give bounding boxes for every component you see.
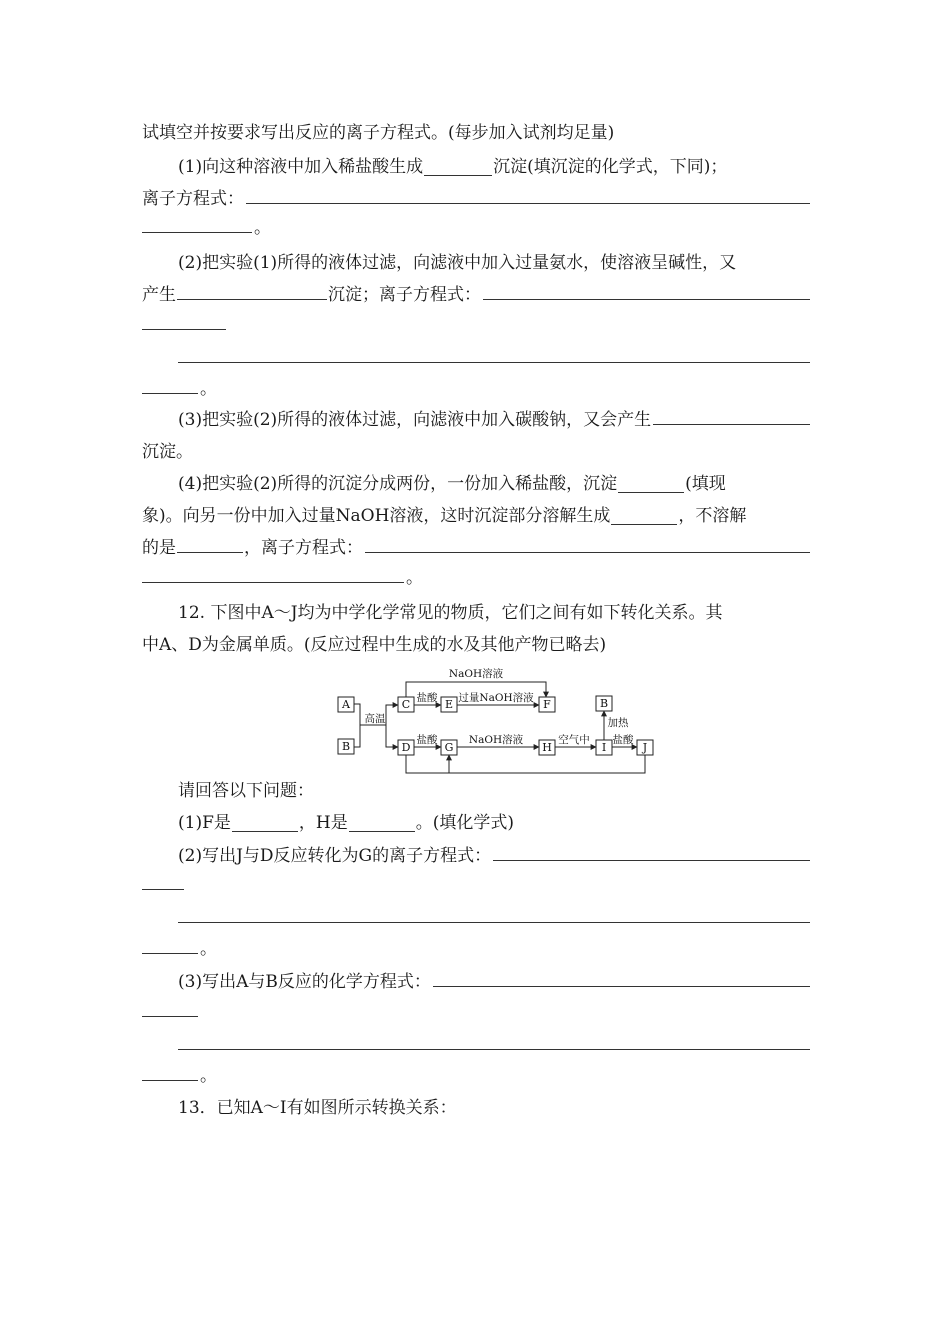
node-d: D — [401, 741, 411, 754]
equation-line — [142, 183, 810, 215]
equation-line — [142, 279, 810, 311]
reaction-diagram — [330, 660, 660, 780]
text-fragment: 离子方程式： — [142, 189, 244, 209]
text-fragment: (4)把实验(2)所得的沉淀分成两份，一份加入稀盐酸，沉淀 — [178, 474, 618, 494]
answer-blank[interactable] — [618, 472, 684, 493]
answer-blank[interactable] — [365, 532, 810, 553]
text-fragment: 象)。向另一份中加入过量NaOH溶液，这时沉淀部分溶解生成 — [142, 506, 611, 526]
text-fragment: (3)写出A与B反应的化学方程式： — [178, 972, 431, 992]
answer-blank[interactable] — [177, 279, 327, 300]
label-naoh-top: NaOH溶液 — [448, 668, 504, 680]
equation-line — [142, 532, 810, 564]
answer-blank[interactable] — [142, 393, 198, 394]
answer-blank[interactable] — [349, 811, 415, 832]
node-c: C — [401, 698, 411, 711]
text-line — [142, 500, 810, 532]
sub-question-3 — [142, 966, 810, 998]
period: 。 — [200, 1066, 217, 1086]
answer-blank[interactable] — [178, 922, 810, 923]
label-heat: 加热 — [607, 717, 629, 729]
answer-blank[interactable] — [611, 504, 677, 525]
node-h: H — [542, 741, 552, 754]
answer-blank[interactable] — [178, 362, 810, 363]
label-hcl-ce: 盐酸 — [416, 692, 438, 704]
node-i: I — [601, 741, 607, 754]
text-fragment: 沉淀(填沉淀的化学式，下同)； — [493, 157, 728, 177]
period: 。 — [200, 379, 217, 399]
label-hcl-ij: 盐酸 — [612, 734, 634, 746]
question-4 — [142, 468, 810, 500]
answer-blank[interactable] — [178, 1049, 810, 1050]
text-line: 中A、D为金属单质。(反应过程中生成的水及其他产物已略去) — [142, 635, 607, 655]
label-air: 空气中 — [558, 734, 590, 746]
text-fragment: ，离子方程式： — [244, 538, 363, 558]
question-1 — [142, 151, 810, 183]
answer-blank[interactable] — [424, 155, 492, 176]
arrow-to-d — [386, 725, 398, 747]
text-fragment: (1)向这种溶液中加入稀盐酸生成 — [178, 157, 424, 177]
question-2: (2)把实验(1)所得的液体过滤，向滤液中加入过量氨水，使溶液呈碱性，又 — [178, 253, 737, 273]
sub-question-2 — [142, 840, 810, 872]
node-g: G — [444, 741, 454, 754]
answer-blank[interactable] — [232, 811, 298, 832]
node-a: A — [342, 698, 350, 711]
answer-blank[interactable] — [246, 183, 810, 204]
text-fragment: 沉淀；离子方程式： — [328, 285, 481, 305]
answer-blank[interactable] — [483, 279, 810, 300]
text-fragment: (填现 — [685, 474, 726, 494]
feedback-loop — [406, 755, 645, 773]
text-fragment: (1)F是 — [178, 813, 231, 833]
text-fragment: ，不溶解 — [678, 506, 747, 526]
label-high-temp: 高温 — [364, 713, 386, 725]
text-line: 沉淀。 — [142, 442, 193, 462]
text-line: 试填空并按要求写出反应的离子方程式。(每步加入试剂均足量) — [142, 123, 615, 143]
answer-blank[interactable] — [142, 953, 198, 954]
text-line: 请回答以下问题： — [178, 781, 314, 801]
answer-blank[interactable] — [653, 404, 810, 425]
node-f: F — [543, 698, 551, 711]
answer-blank[interactable] — [142, 329, 226, 330]
text-fragment: 产生 — [142, 285, 176, 305]
text-fragment: 的是 — [142, 538, 176, 558]
node-b2: B — [599, 697, 609, 710]
merge-connector — [354, 704, 360, 747]
answer-blank[interactable] — [177, 532, 243, 553]
label-excess-naoh: 过量NaOH溶液 — [458, 692, 534, 704]
sub-question-1 — [142, 807, 810, 839]
node-j: J — [642, 741, 648, 754]
label-naoh-gh: NaOH溶液 — [468, 734, 524, 746]
node-b: B — [341, 740, 351, 753]
arrow-to-c — [386, 705, 398, 725]
period: 。 — [200, 939, 217, 959]
text-fragment: (2)写出J与D反应转化为G的离子方程式： — [178, 846, 492, 866]
period: 。 — [406, 568, 423, 588]
answer-blank[interactable] — [142, 232, 252, 233]
answer-blank[interactable] — [142, 582, 404, 583]
text-fragment: (3)把实验(2)所得的液体过滤，向滤液中加入碳酸钠，又会产生 — [178, 410, 652, 430]
answer-blank[interactable] — [493, 840, 810, 861]
question-12: 12. 下图中A～J均为中学化学常见的物质，它们之间有如下转化关系。其 — [178, 603, 723, 623]
question-3 — [142, 404, 810, 436]
text-fragment: ，H是 — [298, 813, 348, 833]
answer-blank[interactable] — [142, 1016, 198, 1017]
answer-blank[interactable] — [433, 966, 810, 987]
answer-blank[interactable] — [142, 1080, 198, 1081]
node-e: E — [444, 698, 454, 711]
label-hcl-dg: 盐酸 — [416, 734, 438, 746]
question-13: 13．已知A～I有如图所示转换关系： — [178, 1098, 457, 1118]
answer-blank[interactable] — [142, 889, 184, 890]
text-fragment: 。(填化学式) — [415, 813, 514, 833]
period: 。 — [254, 218, 271, 238]
